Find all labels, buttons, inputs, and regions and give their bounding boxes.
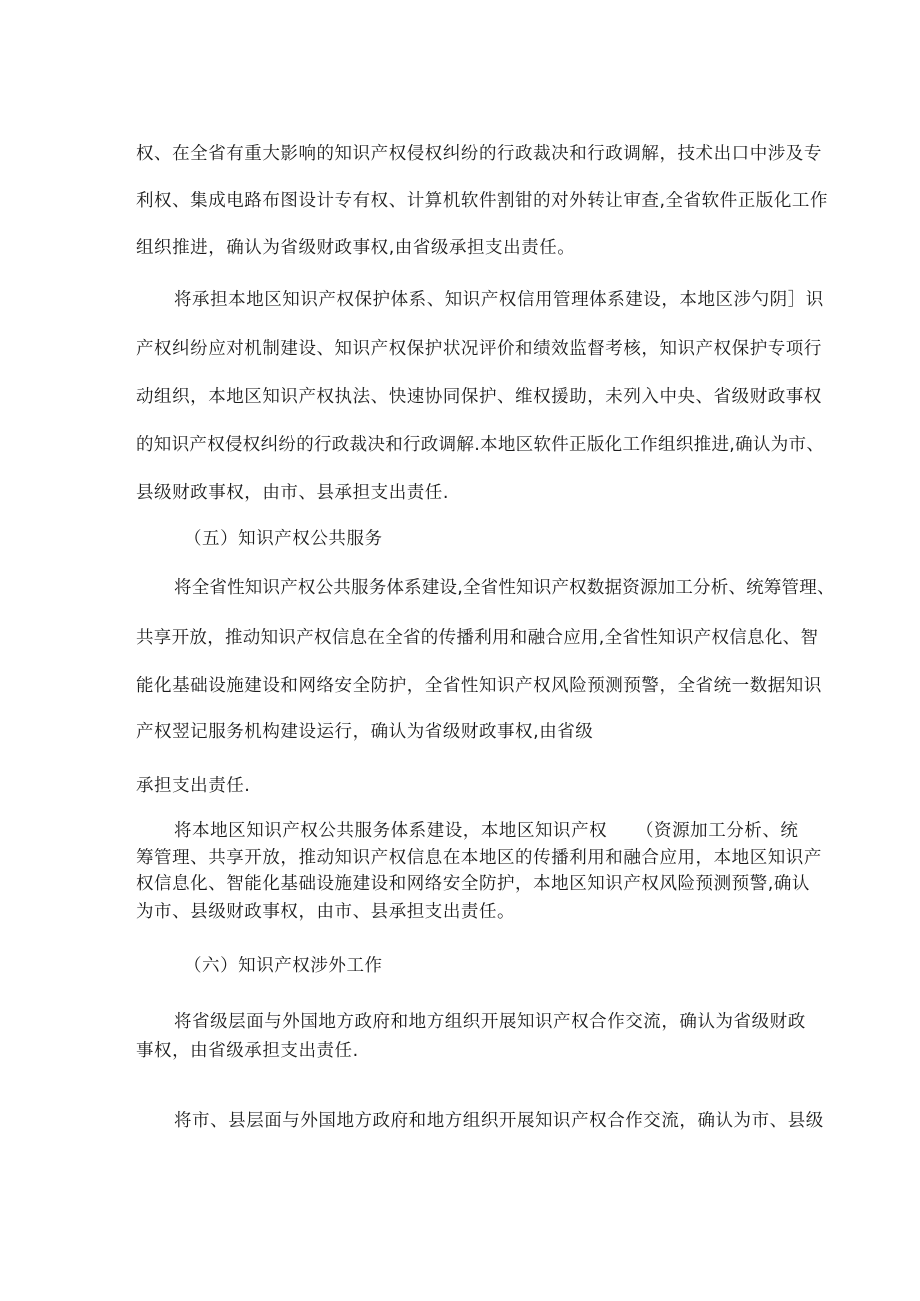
text-line: 承担支出责任. xyxy=(136,776,251,796)
text-line: 将全省性知识产权公共服务体系建设,全省性知识产权数据资源加工分析、统筹管理、 xyxy=(174,578,835,598)
section-heading: （六）知识产权涉外工作 xyxy=(184,956,383,976)
text-line: 能化基础设施建设和网络安全防护，全省性知识产权风险预测预警，全省统一数据知识 xyxy=(136,676,822,696)
text-line: 动组织，本地区知识产权执法、快速协同保护、维权援助，未列入中央、省级财政事权 xyxy=(136,387,822,407)
text-line: 利权、集成电路布图设计专有权、计算机软件割钳的对外转让审查,全省软件正版化工作 xyxy=(136,191,829,211)
text-line: 的知识产权侵权纠纷的行政裁决和行政调解.本地区软件正版化工作组织推进,确认为市、 xyxy=(136,435,825,455)
text-line: 将省级层面与外国地方政府和地方组织开展知识产权合作交流，确认为省级财政 xyxy=(174,1012,806,1032)
text-line: 县级财政事权，由市、县承担支出责任. xyxy=(136,483,449,503)
text-line: 将本地区知识产权公共服务体系建设，本地区知识产权 xyxy=(174,821,608,841)
text-line: 产权翌记服务机构建设运行，确认为省级财政事权,由省级 xyxy=(136,722,594,742)
text-line: 为市、县级财政事权，由市、县承担支出责任。 xyxy=(136,902,516,922)
text-line: 事权，由省级承担支出责任. xyxy=(136,1041,359,1061)
text-line: 组织推进，确认为省级财政事权,由省级承担支出责任。 xyxy=(136,238,576,258)
text-line: 权、在全省有重大影响的知识产权侵权纠纷的行政裁决和行政调解，技术出口中涉及专 xyxy=(136,144,822,164)
text-line: 产权纠纷应对机制建设、知识产权保护状况评价和绩效监督考核，知识产权保护专项行 xyxy=(136,339,822,359)
text-line: 权信息化、智能化基础设施建设和网络安全防护，本地区知识产权风险预测预警,确认 xyxy=(136,874,810,894)
text-line: 共享开放，推动知识产权信息在全省的传播利用和融合应用,全省性知识产权信息化、智 xyxy=(136,628,819,648)
section-heading: （五）知识产权公共服务 xyxy=(184,529,383,549)
text-line: 筹管理、共享开放，推动知识产权信息在本地区的传播利用和融合应用，本地区知识产 xyxy=(136,848,822,868)
text-line: （资源加工分析、统 xyxy=(636,821,799,841)
text-line: 将承担本地区知识产权保护体系、知识产权信用管理体系建设，本地区涉勺阴］识 xyxy=(174,290,824,310)
text-line: 将市、县层面与外国地方政府和地方组织开展知识产权合作交流，确认为市、县级 xyxy=(174,1111,824,1131)
